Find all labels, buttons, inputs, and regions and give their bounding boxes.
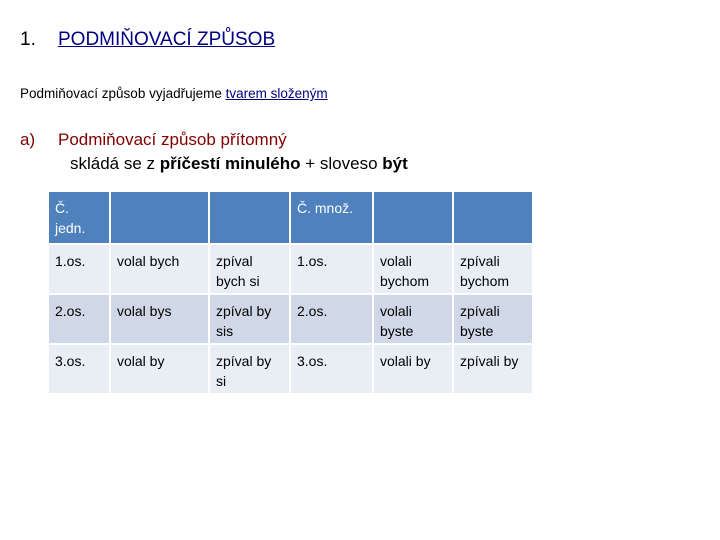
intro-prefix: Podmiňovací způsob vyjadřujeme	[20, 86, 226, 101]
table-row	[48, 344, 533, 394]
desc-bold-verb: být	[382, 154, 408, 173]
table-cell: zpívali byste	[453, 294, 533, 344]
table-cell: volal bych	[110, 244, 209, 294]
table-cell: 1.os.	[290, 244, 373, 294]
section-heading: Podmiňovací způsob přítomný	[58, 130, 287, 149]
page-title	[20, 29, 275, 51]
header-cell	[209, 191, 290, 244]
desc-mid: + sloveso	[300, 154, 383, 173]
table-cell: 3.os.	[48, 344, 110, 394]
section-description	[20, 152, 408, 176]
table-cell: 3.os.	[290, 344, 373, 394]
table-cell: volali bychom	[373, 244, 453, 294]
table-cell: zpíval bych si	[209, 244, 290, 294]
table-cell: 2.os.	[48, 294, 110, 344]
conjugation-table	[47, 190, 534, 395]
header-cell	[110, 191, 209, 244]
table-row	[48, 294, 533, 344]
section-marker: a)	[20, 130, 36, 149]
table-cell: volali byste	[373, 294, 453, 344]
header-cell-plural: Č. množ.	[290, 191, 373, 244]
header-cell-singular: Č. jedn.	[48, 191, 110, 244]
header-cell	[373, 191, 453, 244]
intro-line	[20, 86, 328, 101]
table-cell: 1.os.	[48, 244, 110, 294]
title-text: PODMIŇOVACÍ ZPŮSOB	[58, 29, 276, 50]
table-cell: zpíval by sis	[209, 294, 290, 344]
desc-prefix: skládá se z	[70, 154, 160, 173]
section-heading-line	[20, 128, 408, 152]
table-cell: volal bys	[110, 294, 209, 344]
table-header-row	[48, 191, 533, 244]
table-cell: zpívali by	[453, 344, 533, 394]
header-cell	[453, 191, 533, 244]
section-a	[20, 128, 408, 176]
intro-link[interactable]: tvarem složeným	[225, 86, 328, 101]
title-number: 1.	[20, 29, 36, 50]
table-cell: 2.os.	[290, 294, 373, 344]
table-row	[48, 244, 533, 294]
table-cell: volali by	[373, 344, 453, 394]
table-cell: volal by	[110, 344, 209, 394]
table-cell: zpíval by si	[209, 344, 290, 394]
table-cell: zpívali bychom	[453, 244, 533, 294]
desc-bold-participle: příčestí minulého	[159, 154, 301, 173]
